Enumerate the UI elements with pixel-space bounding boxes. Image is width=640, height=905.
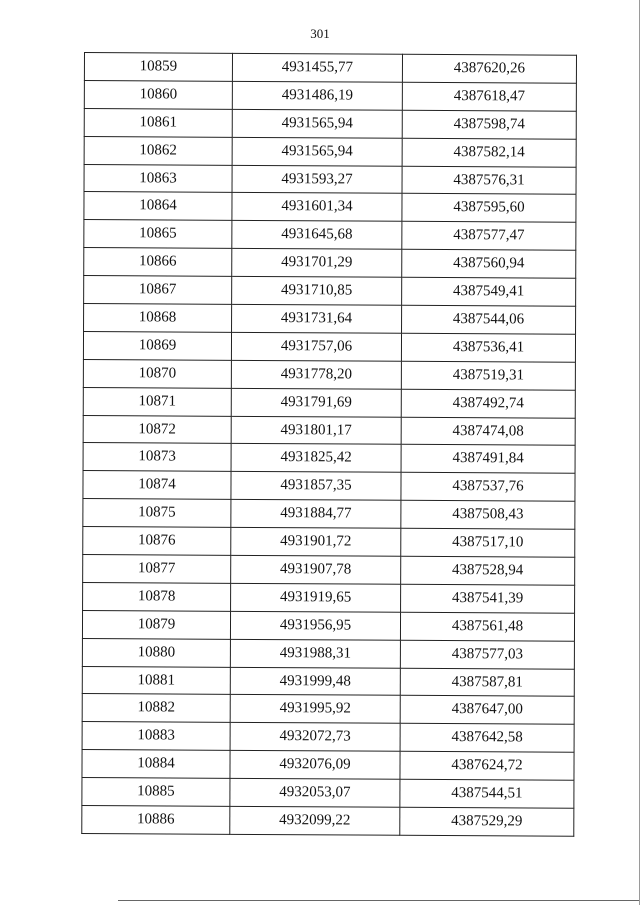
point-number-cell: 10871 (83, 387, 231, 416)
x-coordinate-cell: 4931731,64 (232, 304, 402, 333)
x-coordinate-cell: 4931778,20 (231, 360, 401, 389)
table-row (84, 136, 576, 167)
y-coordinate-cell: 4387582,14 (402, 138, 576, 167)
y-coordinate-cell: 4387624,72 (400, 752, 574, 781)
point-number-cell: 10870 (83, 359, 231, 388)
x-coordinate-cell: 4931455,77 (232, 53, 402, 82)
table-row (82, 694, 574, 725)
point-number-cell: 10881 (82, 666, 230, 695)
y-coordinate-cell: 4387577,47 (402, 222, 576, 251)
x-coordinate-cell: 4932072,73 (230, 723, 400, 752)
point-number-cell: 10877 (83, 555, 231, 584)
y-coordinate-cell: 4387491,84 (401, 445, 575, 474)
y-coordinate-cell: 4387587,81 (400, 668, 574, 697)
point-number-cell: 10879 (82, 610, 230, 639)
table-row (83, 387, 575, 418)
x-coordinate-cell: 4931791,69 (231, 388, 401, 417)
table-row (83, 527, 575, 558)
x-coordinate-cell: 4931701,29 (232, 249, 402, 278)
point-number-cell: 10863 (84, 164, 232, 193)
table-row (83, 471, 575, 502)
x-coordinate-cell: 4931999,48 (230, 667, 400, 696)
y-coordinate-cell: 4387598,74 (402, 110, 576, 139)
table-row (83, 443, 575, 474)
table-row (82, 722, 574, 753)
bottom-rule (118, 900, 640, 901)
x-coordinate-cell: 4931884,77 (231, 500, 401, 529)
table-row (82, 778, 574, 809)
point-number-cell: 10875 (83, 499, 231, 528)
point-number-cell: 10886 (82, 806, 230, 835)
point-number-cell: 10860 (84, 80, 232, 109)
table-row (82, 666, 574, 697)
table-row (84, 53, 576, 84)
coordinates-table-body (82, 53, 577, 837)
point-number-cell: 10883 (82, 722, 230, 751)
y-coordinate-cell: 4387561,48 (400, 612, 574, 641)
y-coordinate-cell: 4387576,31 (402, 166, 576, 195)
y-coordinate-cell: 4387474,08 (401, 417, 575, 446)
page-number: 301 (310, 26, 330, 41)
table-row (84, 220, 576, 251)
y-coordinate-cell: 4387595,60 (402, 194, 576, 223)
y-coordinate-cell: 4387642,58 (400, 724, 574, 753)
x-coordinate-cell: 4931645,68 (232, 221, 402, 250)
table-row (82, 610, 574, 641)
table-row (84, 80, 576, 111)
table-row (82, 638, 574, 669)
point-number-cell: 10868 (84, 304, 232, 333)
point-number-cell: 10876 (83, 527, 231, 556)
x-coordinate-cell: 4931601,34 (232, 193, 402, 222)
x-coordinate-cell: 4932099,22 (230, 806, 400, 835)
y-coordinate-cell: 4387492,74 (401, 389, 575, 418)
y-coordinate-cell: 4387618,47 (402, 82, 576, 111)
table-row (82, 750, 574, 781)
x-coordinate-cell: 4932076,09 (230, 751, 400, 780)
x-coordinate-cell: 4931486,19 (232, 81, 402, 110)
point-number-cell: 10878 (83, 582, 231, 611)
x-coordinate-cell: 4931901,72 (231, 527, 401, 556)
y-coordinate-cell: 4387537,76 (401, 473, 575, 502)
y-coordinate-cell: 4387517,10 (401, 528, 575, 557)
y-coordinate-cell: 4387560,94 (402, 250, 576, 279)
x-coordinate-cell: 4931710,85 (232, 276, 402, 305)
table-row (84, 304, 576, 335)
x-coordinate-cell: 4931956,95 (230, 611, 400, 640)
point-number-cell: 10872 (83, 415, 231, 444)
x-coordinate-cell: 4931919,65 (231, 583, 401, 612)
x-coordinate-cell: 4931801,17 (231, 416, 401, 445)
table-row (83, 555, 575, 586)
x-coordinate-cell: 4931565,94 (232, 137, 402, 166)
coordinates-table (81, 52, 577, 837)
point-number-cell: 10882 (82, 694, 230, 723)
y-coordinate-cell: 4387529,29 (400, 807, 574, 836)
point-number-cell: 10861 (84, 108, 232, 137)
point-number-cell: 10867 (84, 276, 232, 305)
y-coordinate-cell: 4387541,39 (401, 584, 575, 613)
x-coordinate-cell: 4931825,42 (231, 444, 401, 473)
table-row (83, 415, 575, 446)
table-row (83, 499, 575, 530)
y-coordinate-cell: 4387508,43 (401, 501, 575, 530)
table-row (83, 359, 575, 390)
point-number-cell: 10864 (84, 192, 232, 221)
y-coordinate-cell: 4387528,94 (401, 556, 575, 585)
y-coordinate-cell: 4387544,51 (400, 779, 574, 808)
y-coordinate-cell: 4387647,00 (400, 696, 574, 725)
x-coordinate-cell: 4931757,06 (231, 332, 401, 361)
table-row (83, 582, 575, 613)
x-coordinate-cell: 4931988,31 (230, 639, 400, 668)
table-row (83, 331, 575, 362)
table-row (84, 276, 576, 307)
point-number-cell: 10874 (83, 471, 231, 500)
table-row (84, 108, 576, 139)
table-row (82, 806, 574, 837)
y-coordinate-cell: 4387549,41 (402, 277, 576, 306)
y-coordinate-cell: 4387536,41 (401, 333, 575, 362)
x-coordinate-cell: 4932053,07 (230, 778, 400, 807)
table-row (84, 164, 576, 195)
point-number-cell: 10862 (84, 136, 232, 165)
x-coordinate-cell: 4931907,78 (231, 555, 401, 584)
y-coordinate-cell: 4387519,31 (401, 361, 575, 390)
x-coordinate-cell: 4931857,35 (231, 472, 401, 501)
point-number-cell: 10865 (84, 220, 232, 249)
y-coordinate-cell: 4387620,26 (402, 54, 576, 83)
table-row (84, 248, 576, 279)
point-number-cell: 10859 (84, 53, 232, 82)
point-number-cell: 10884 (82, 750, 230, 779)
point-number-cell: 10866 (84, 248, 232, 277)
x-coordinate-cell: 4931565,94 (232, 109, 402, 138)
point-number-cell: 10873 (83, 443, 231, 472)
x-coordinate-cell: 4931593,27 (232, 165, 402, 194)
y-coordinate-cell: 4387544,06 (402, 305, 576, 334)
x-coordinate-cell: 4931995,92 (230, 695, 400, 724)
point-number-cell: 10869 (83, 331, 231, 360)
table-row (84, 192, 576, 223)
point-number-cell: 10880 (82, 638, 230, 667)
y-coordinate-cell: 4387577,03 (400, 640, 574, 669)
point-number-cell: 10885 (82, 778, 230, 807)
